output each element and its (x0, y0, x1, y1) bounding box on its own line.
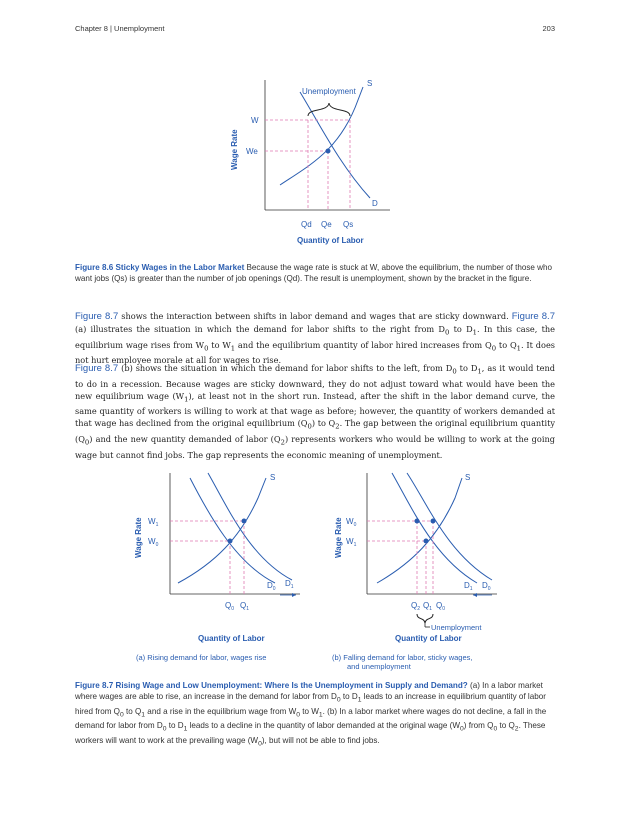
caption-title: Figure 8.6 Sticky Wages in the Labor Market (75, 263, 245, 272)
new-demand-point (415, 519, 420, 524)
figure-link[interactable]: Figure 8.7 (75, 363, 119, 374)
caption-text: Because the wage rate is stuck at W, above the equilibrium, the number of those who want jobs (Qs) is greater than the number of job openings (Qd). The result is unemployment, shown by the bracket in the figure. (75, 263, 552, 283)
w1-tick-label: $W_1$ (346, 537, 357, 548)
supply-curve (178, 478, 266, 583)
y-axis-title: Wage Rate (230, 129, 239, 170)
equilibrium-point-new (242, 519, 247, 524)
paragraph-1: Figure 8.7 shows the interaction between shifts in labor demand and wages that are sticky downward. Figure 8.7 (a) illustrates the situation in which the demand for labor shifts to the right from $D_0$ to $D_1$. In this case, the equilibrium wage rises from $W_0$ to $W_1$ and the equilibrium quantity of labor hired increases from $Q_0$ to $Q_1$. It does not hurt employee morale at all for wages to rise. (75, 311, 555, 366)
y-axis-title: Wage Rate (134, 517, 143, 558)
figure-link[interactable]: Figure 8.7 (511, 311, 555, 322)
demand-d1-curve (208, 473, 292, 580)
supply-label: S (270, 473, 276, 482)
running-header: Chapter 8 | Unemployment (75, 24, 165, 33)
caption-title: Figure 8.7 Rising Wage and Low Unemployment: Where Is the Unemployment in Supply and Demand? (75, 681, 468, 690)
supply-label: S (465, 473, 471, 482)
d1-label: $D_1$ (464, 581, 473, 592)
demand-curve (300, 92, 370, 198)
subfigure-label-line1: (b) Falling demand for labor, sticky wages, (332, 653, 473, 662)
demand-d1-curve (392, 473, 477, 583)
we-tick-label: We (246, 147, 258, 156)
demand-d0-curve (407, 473, 492, 580)
unemployment-bracket (417, 614, 433, 623)
qd-tick-label: Qd (301, 220, 312, 229)
page-number: 203 (542, 24, 555, 33)
original-equilibrium-point (431, 519, 436, 524)
w0-tick-label: $W_0$ (346, 517, 357, 528)
x-axis-title: Quantity of Labor (198, 634, 265, 643)
figure-8-7b-chart (322, 468, 512, 673)
supply-label: S (367, 79, 373, 88)
equilibrium-point-original (228, 539, 233, 544)
unemployment-label: Unemployment (302, 87, 356, 96)
unemployment-label: Unemployment (431, 623, 482, 632)
d0-label: $D_0$ (482, 581, 491, 592)
shift-arrowhead (292, 593, 296, 597)
x-axis-title: Quantity of Labor (297, 236, 364, 245)
w1-tick-label: $W_1$ (148, 517, 159, 528)
q1-tick-label: $Q_1$ (423, 601, 433, 612)
y-axis-title: Wage Rate (334, 517, 343, 558)
subfigure-label: (a) Rising demand for labor, wages rise (136, 653, 267, 662)
x-axis-title: Quantity of Labor (395, 634, 462, 643)
w-tick-label: W (251, 116, 259, 125)
demand-label: D (372, 199, 378, 208)
d1-label: $D_1$ (285, 579, 294, 590)
shift-arrowhead (473, 593, 477, 597)
q0-tick-label: $Q_0$ (436, 601, 446, 612)
figure-8-7a-chart (120, 468, 320, 673)
q0-tick-label: $Q_0$ (225, 601, 235, 612)
q2-tick-label: $Q_2$ (411, 601, 421, 612)
figure-8-7-caption: Figure 8.7 Rising Wage and Low Unemployment: Where Is the Unemployment in Supply and Demand? (a) In a labor market where wages are able to rise, an increase in the demand for labor from $D_0$ to $D_1$ leads to an increase in equilibrium quantity of labor hired from $Q_0$ to $Q_1$ and a rise in the equilibrium wage from $W_0$ to $W_1$. (b) In a labor market where wages do not decline, a fall in the demand for labor from $D_0$ to $D_1$ leads to a decline in the quantity of labor demanded at the original wage $(W_0)$ from $Q_0$ to $Q_2$. These workers will want to work at the prevailing wage $(W_0)$, but will not be able to find jobs. (75, 681, 547, 748)
new-equilibrium-point (424, 539, 429, 544)
qe-tick-label: Qe (321, 220, 332, 229)
d0-label: $D_0$ (267, 581, 276, 592)
supply-curve (280, 87, 363, 185)
paragraph-2: Figure 8.7 (b) shows the situation in which the demand for labor shifts to the left, from $D_0$ to $D_1$, as it would tend to do in a recession. Because wages are sticky downward, they do not adjust toward what would have been the new equilibrium wage $(W_1)$, at least not in the short run. Instead, after the shift in the labor demand curve, the same quantity of workers is willing to work at that wage as before; however, the quantity of workers demanded at that wage has declined from the original equilibrium $(Q_0)$ to $Q_2$. The gap between the original equilibrium quantity $(Q_0)$ and the new quantity demanded of labor $(Q_2)$ represents workers who would be willing to work at the going wage but cannot find jobs. The gap represents the economic meaning of unemployment. (75, 363, 555, 460)
figure-8-6-chart (220, 70, 410, 250)
equilibrium-point (326, 149, 331, 154)
w0-tick-label: $W_0$ (148, 537, 159, 548)
q1-tick-label: $Q_1$ (240, 601, 250, 612)
figure-link[interactable]: Figure 8.7 (75, 311, 119, 322)
unemployment-bracket (308, 103, 350, 116)
qs-tick-label: Qs (343, 220, 354, 229)
figure-8-6-caption (75, 262, 555, 284)
subfigure-label-line2: and unemployment (347, 662, 411, 671)
